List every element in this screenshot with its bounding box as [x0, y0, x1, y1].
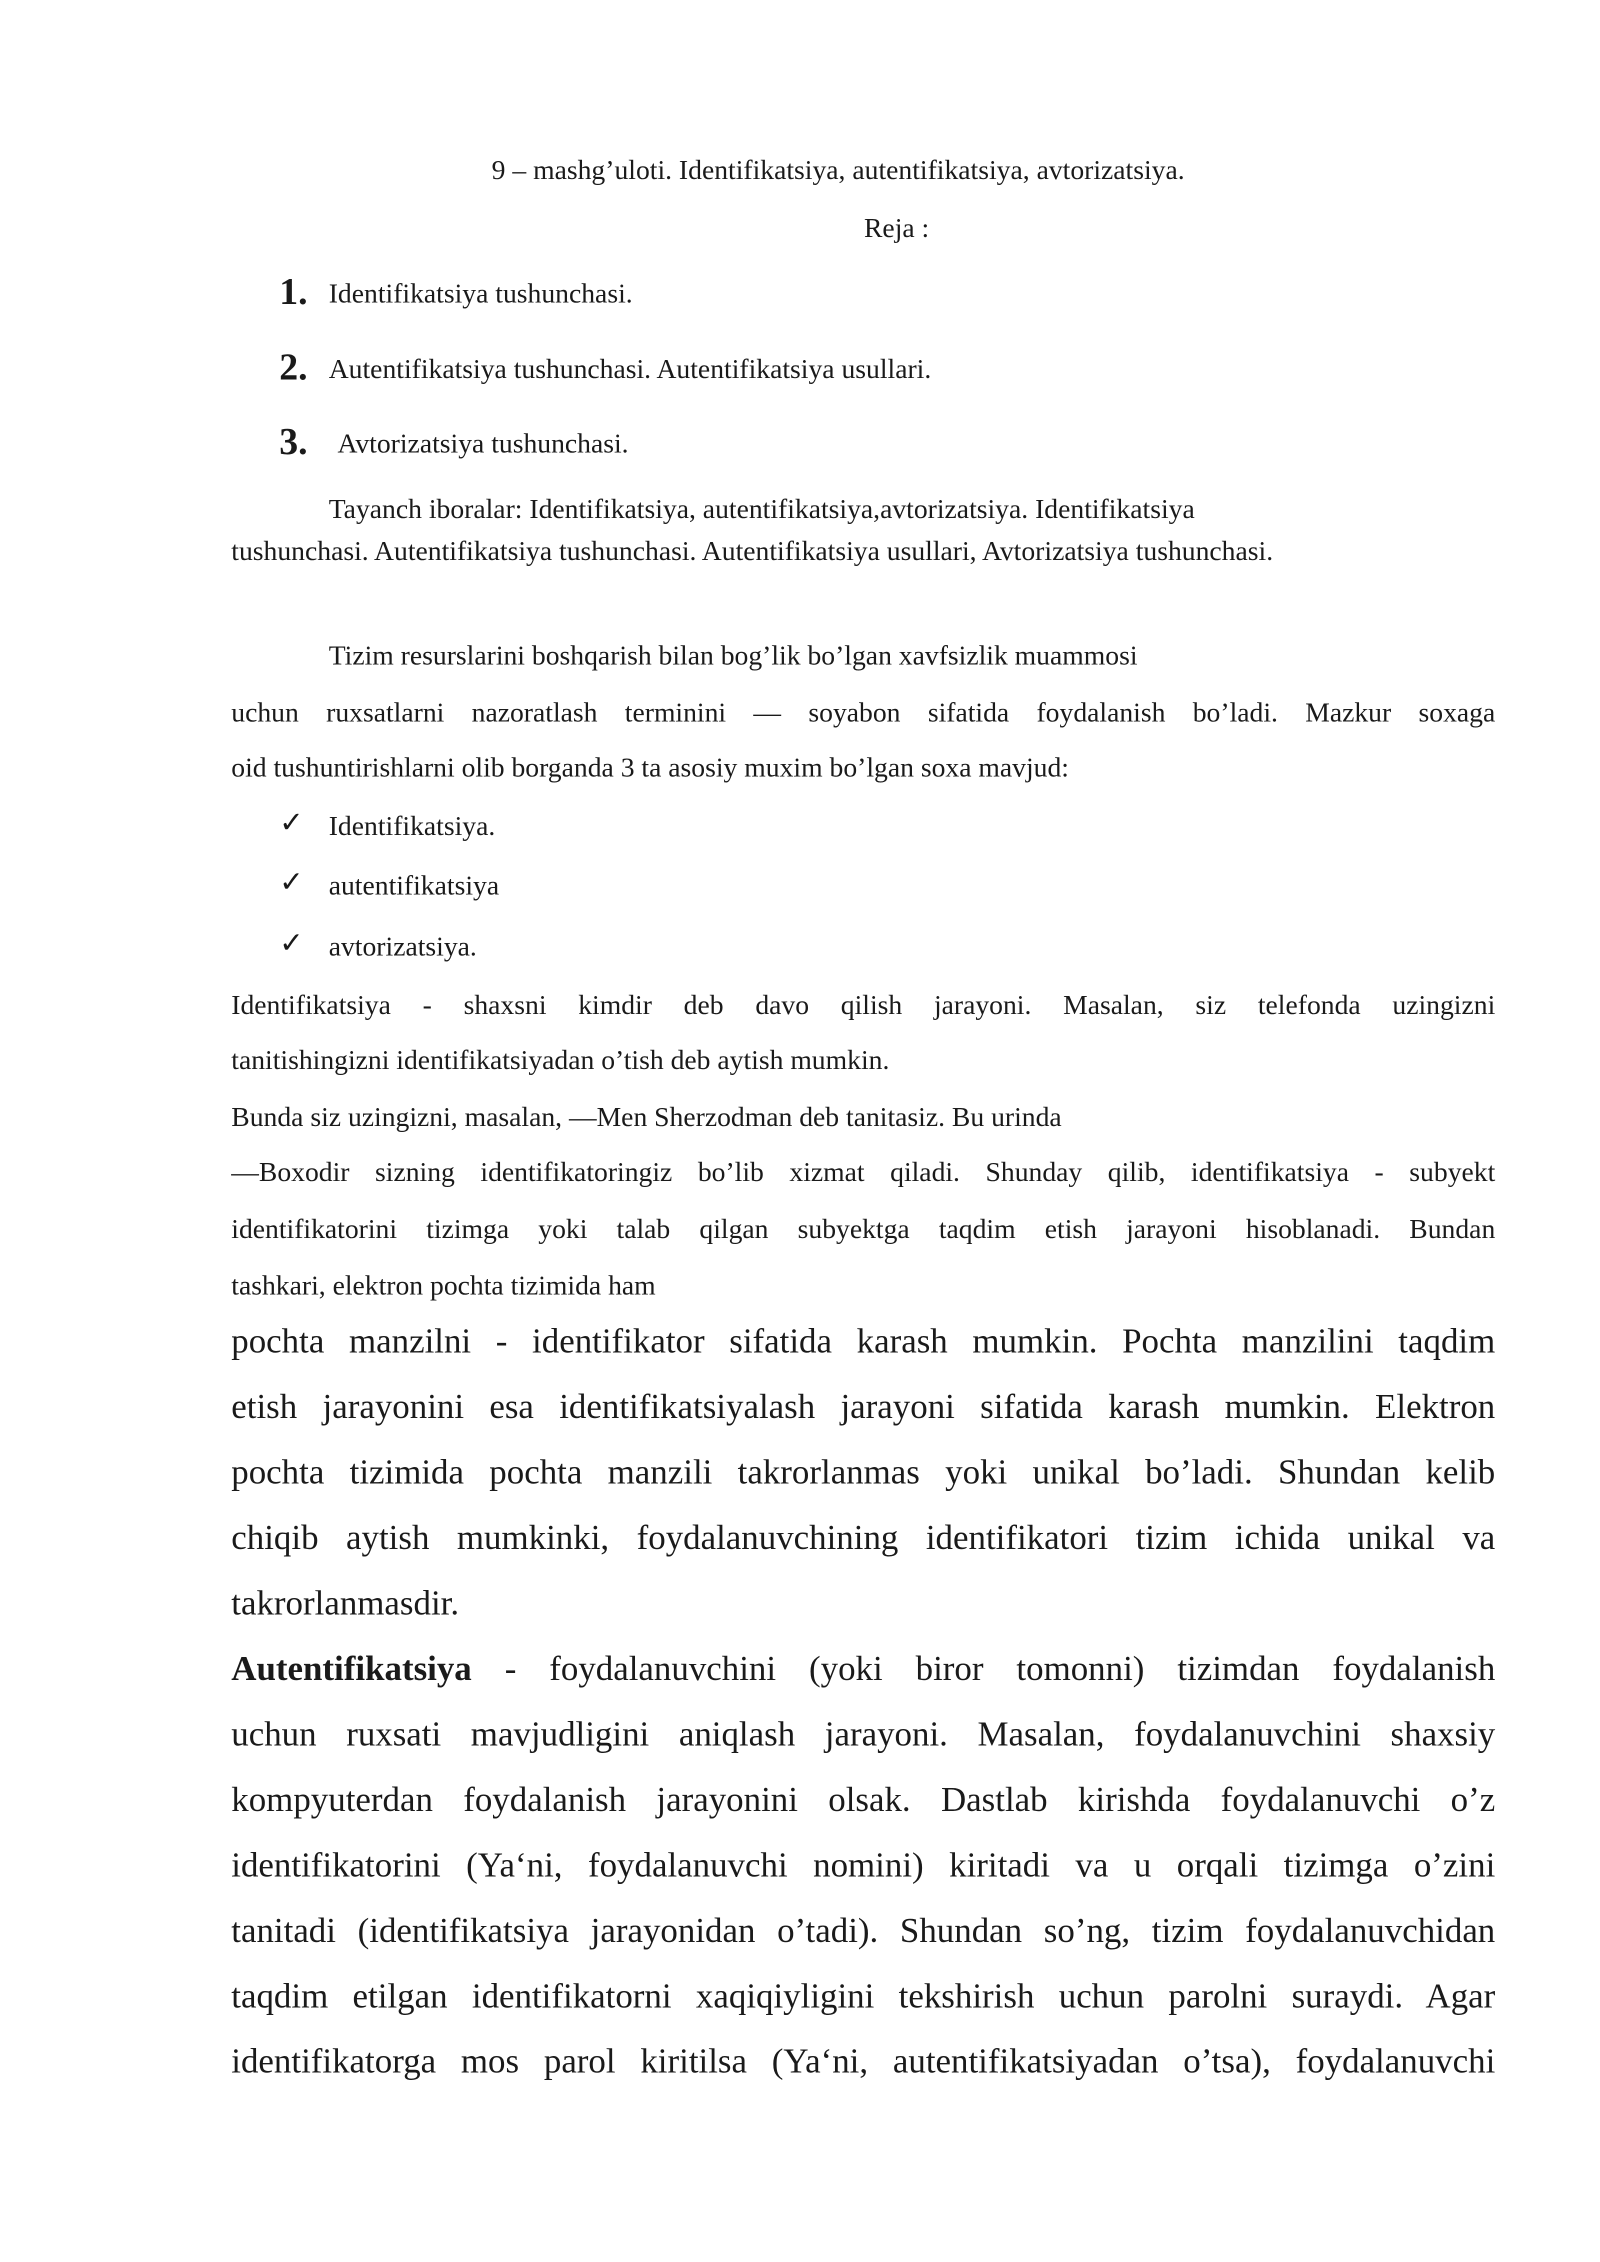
keywords-line: tushunchasi. Autentifikatsiya tushunchasi. Autentifikatsiya usullari, Avtorizatsiya tushunchasi. — [231, 536, 1274, 568]
paragraph-line: pochta manzilni - identifikator sifatida karash mumkin. Pochta manzilini taqdim — [231, 1323, 1496, 1362]
plan-item-number: 2. — [279, 346, 308, 389]
plan-item-number: 3. — [279, 420, 308, 463]
paragraph-line: Bunda siz uzingizni, masalan, —Men Sherzodman deb tanitasiz. Bu urinda — [231, 1102, 1062, 1134]
plan-item-text: Autentifikatsiya tushunchasi. Autentifikatsiya usullari. — [328, 354, 932, 386]
checkmark-icon: ✓ — [279, 804, 304, 840]
paragraph-line: identifikatorini tizimga yoki talab qilgan subyektga taqdim etish jarayoni hisoblanadi. Bundan — [231, 1214, 1496, 1246]
intro-line: oid tushuntirishlarni olib borganda 3 ta asosiy muxim bo’lgan soxa mavjud: — [231, 753, 1069, 784]
checkmark-icon: ✓ — [279, 925, 304, 960]
paragraph-line: taqdim etilgan identifikatorni xaqiqiyligini tekshirish uchun parolni suraydi. Agar — [231, 1978, 1496, 2016]
paragraph-line: identifikatorga mos parol kiritilsa (Ya‘ni, autentifikatsiyadan o’tsa), foydalanuvchi — [231, 2043, 1496, 2082]
paragraph-line: tashkari, elektron pochta tizimida ham — [231, 1271, 656, 1302]
paragraph-line: —Boxodir sizning identifikatoringiz bo’lib xizmat qiladi. Shunday qilib, identifikatsiya - subyekt — [231, 1157, 1496, 1189]
paragraph-line: pochta tizimida pochta manzili takrorlanmas yoki unikal bo’ladi. Shundan kelib — [231, 1454, 1496, 1493]
keywords-line: Tayanch iboralar: Identifikatsiya, autentifikatsiya,avtorizatsiya. Identifikatsiya — [328, 494, 1195, 526]
intro-line: Tizim resurslarini boshqarish bilan bog’lik bo’lgan xavfsizlik muammosi — [328, 641, 1138, 672]
checklist-item: Identifikatsiya. — [328, 811, 496, 843]
intro-line: uchun ruxsatlarni nazoratlash terminini — soyabon sifatida foydalanish bo’ladi. Mazkur soxaga — [231, 698, 1496, 729]
plan-item-number: 1. — [279, 270, 308, 313]
paragraph-line: Identifikatsiya - shaxsni kimdir deb davo qilish jarayoni. Masalan, siz telefonda uzingizni — [231, 990, 1496, 1022]
paragraph-line: identifikatorini (Ya‘ni, foydalanuvchi nomini) kiritadi va u orqali tizimga o’zini — [231, 1847, 1496, 1886]
term-definition: - foydalanuvchini (yoki biror tomonni) tizimdan foydalanish — [471, 1650, 1496, 1689]
paragraph-line: uchun ruxsati mavjudligini aniqlash jarayoni. Masalan, foydalanuvchini shaxsiy — [231, 1716, 1496, 1755]
page-title: 9 – mashg’uloti. Identifikatsiya, autentifikatsiya, avtorizatsiya. — [491, 155, 1185, 187]
paragraph-line: kompyuterdan foydalanish jarayonini olsak. Dastlab kirishda foydalanuvchi o’z — [231, 1781, 1496, 1820]
paragraph-line: tanitadi (identifikatsiya jarayonidan o’tadi). Shundan so’ng, tizim foydalanuvchidan — [231, 1912, 1496, 1951]
paragraph-line: chiqib aytish mumkinki, foydalanuvchining identifikatori tizim ichida unikal va — [231, 1519, 1496, 1558]
plan-heading: Reja : — [863, 213, 930, 245]
checklist-item: avtorizatsiya. — [328, 932, 477, 963]
term-bold: Autentifikatsiya — [231, 1650, 472, 1689]
plan-item-text: Identifikatsiya tushunchasi. — [328, 279, 633, 310]
checkmark-icon: ✓ — [279, 863, 304, 899]
paragraph-line: tanitishingizni identifikatsiyadan o’tish deb aytish mumkin. — [231, 1045, 890, 1077]
paragraph-line: etish jarayonini esa identifikatsiyalash jarayoni sifatida karash mumkin. Elektron — [231, 1389, 1496, 1427]
plan-item-text: Avtorizatsiya tushunchasi. — [337, 429, 629, 460]
paragraph-line: takrorlanmasdir. — [231, 1585, 460, 1624]
paragraph-line — [231, 1651, 1495, 1690]
checklist-item: autentifikatsiya — [328, 871, 500, 902]
